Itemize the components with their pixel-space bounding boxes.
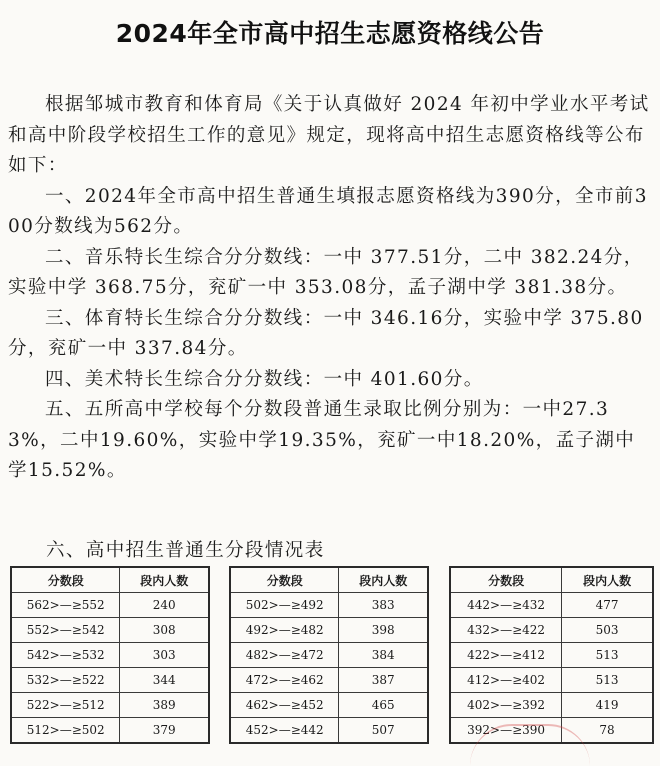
page-title: 2024年全市高中招生志愿资格线公告	[115, 19, 545, 48]
score-distribution-tables	[10, 566, 654, 742]
table-row	[230, 668, 428, 693]
score-range: 422>—≥412	[450, 643, 562, 668]
score-range: 402>—≥392	[450, 693, 562, 718]
item-5-paragraph: 五、五所高中学校每个分数段普通生录取比例分别为：一中27.33%，二中19.60%，实验中学19.35%，兖矿一中18.20%，孟子湖中学15.52%。	[8, 399, 636, 481]
score-table-1	[10, 566, 210, 744]
score-range: 392>—≥390	[450, 718, 562, 744]
score-range: 472>—≥462	[230, 668, 339, 693]
table-row	[11, 668, 209, 693]
score-range: 492>—≥482	[230, 618, 339, 643]
score-range: 562>—≥552	[11, 593, 120, 618]
student-count: 389	[120, 693, 209, 718]
table-row	[450, 668, 653, 693]
table-row	[230, 593, 428, 618]
student-count: 513	[562, 668, 653, 693]
score-range: 512>—≥502	[11, 718, 120, 744]
item-3-paragraph: 三、体育特长生综合分分数线：一中 346.16分，实验中学 375.80分，兖矿一中 337.84分。	[8, 307, 644, 359]
table-row	[450, 693, 653, 718]
table-row	[11, 618, 209, 643]
header-count: 段内人数	[339, 567, 428, 593]
header-range: 分数段	[11, 567, 120, 593]
student-count: 344	[120, 668, 209, 693]
score-range: 442>—≥432	[450, 593, 562, 618]
score-range: 412>—≥402	[450, 668, 562, 693]
score-range: 452>—≥442	[230, 718, 339, 744]
score-range: 482>—≥472	[230, 643, 339, 668]
header-count: 段内人数	[120, 567, 209, 593]
table-row	[11, 643, 209, 668]
student-count: 78	[562, 718, 653, 744]
item-4-paragraph: 四、美术特长生综合分分数线：一中 401.60分。	[45, 368, 484, 390]
table-caption: 六、高中招生普通生分段情况表	[46, 540, 325, 561]
table-row	[230, 618, 428, 643]
table-row	[11, 718, 209, 744]
student-count: 503	[562, 618, 653, 643]
table-row	[450, 643, 653, 668]
student-count: 308	[120, 618, 209, 643]
score-range: 552>—≥542	[11, 618, 120, 643]
score-table-2	[229, 566, 429, 744]
student-count: 419	[562, 693, 653, 718]
student-count: 383	[339, 593, 428, 618]
student-count: 513	[562, 643, 653, 668]
score-range: 432>—≥422	[450, 618, 562, 643]
score-table-3	[449, 566, 654, 744]
table-row	[230, 718, 428, 744]
announcement-body	[8, 90, 654, 487]
score-range: 522>—≥512	[11, 693, 120, 718]
student-count: 507	[339, 718, 428, 744]
student-count: 240	[120, 593, 209, 618]
student-count: 303	[120, 643, 209, 668]
student-count: 477	[562, 593, 653, 618]
header-range: 分数段	[450, 567, 562, 593]
table-row	[450, 593, 653, 618]
table-row	[11, 593, 209, 618]
student-count: 465	[339, 693, 428, 718]
table-row	[11, 693, 209, 718]
score-range: 532>—≥522	[11, 668, 120, 693]
student-count: 398	[339, 618, 428, 643]
table-row	[450, 618, 653, 643]
student-count: 379	[120, 718, 209, 744]
header-range: 分数段	[230, 567, 339, 593]
header-count: 段内人数	[562, 567, 653, 593]
score-range: 502>—≥492	[230, 593, 339, 618]
item-1-paragraph: 一、2024年全市高中招生普通生填报志愿资格线为390分，全市前300分数线为562分。	[8, 185, 648, 237]
item-2-paragraph: 二、音乐特长生综合分分数线：一中 377.51分，二中 382.24分，实验中学 368.75分，兖矿一中 353.08分，孟子湖中学 381.38分。	[8, 246, 644, 298]
student-count: 387	[339, 668, 428, 693]
score-range: 542>—≥532	[11, 643, 120, 668]
student-count: 384	[339, 643, 428, 668]
score-range: 462>—≥452	[230, 693, 339, 718]
intro-paragraph: 根据邹城市教育和体育局《关于认真做好 2024 年初中学业水平考试和高中阶段学校招生工作的意见》规定，现将高中招生志愿资格线等公布如下：	[8, 94, 650, 176]
table-row	[230, 693, 428, 718]
table-row	[230, 643, 428, 668]
